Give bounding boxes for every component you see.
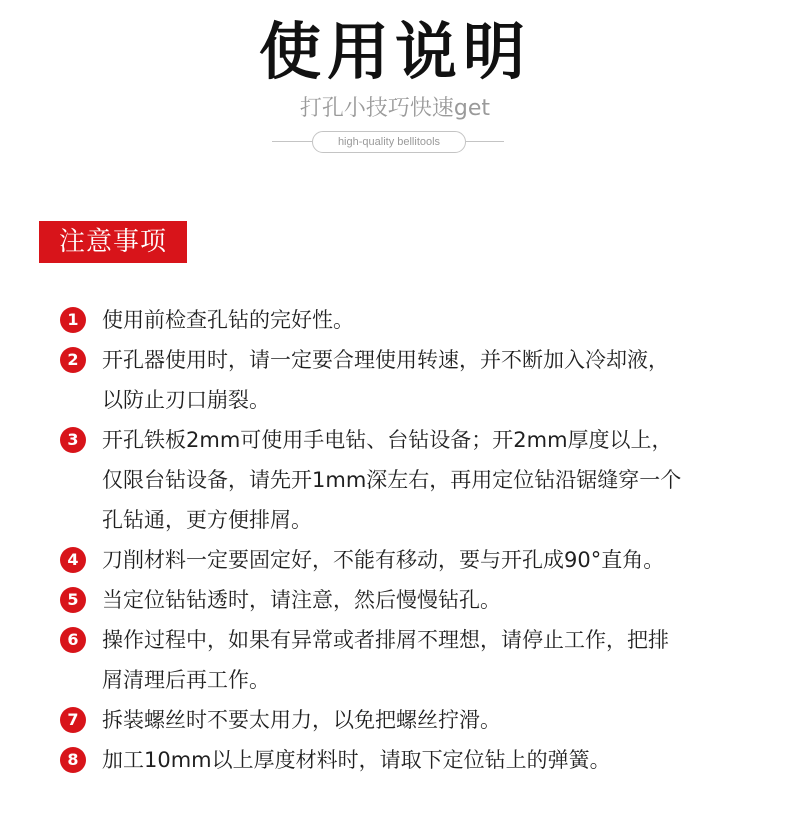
tagline-row (272, 131, 504, 153)
tagline-pill: high-quality bellitools (312, 131, 466, 153)
notes-list (60, 300, 760, 780)
divider-right (466, 141, 504, 142)
list-item (60, 300, 760, 340)
number-badge: 2 (60, 347, 86, 373)
list-item-text: 孔钻通，更方便排屑。 (102, 508, 312, 532)
number-badge: 3 (60, 427, 86, 453)
list-item (60, 620, 760, 700)
section-label-notes: 注意事项 (39, 221, 187, 263)
list-item (60, 580, 760, 620)
list-item (60, 340, 760, 420)
list-item-text: 拆装螺丝时不要太用力，以免把螺丝拧滑。 (102, 708, 501, 732)
list-item (60, 740, 760, 780)
list-item-text: 开孔器使用时，请一定要合理使用转速，并不断加入冷却液， (102, 348, 669, 372)
divider-left (272, 141, 312, 142)
number-badge: 6 (60, 627, 86, 653)
list-item (60, 700, 760, 740)
number-badge: 4 (60, 547, 86, 573)
number-badge: 1 (60, 307, 86, 333)
list-item-text: 操作过程中，如果有异常或者排屑不理想，请停止工作，把排 (102, 628, 669, 652)
number-badge: 7 (60, 707, 86, 733)
list-item-text: 以防止刃口崩裂。 (102, 388, 270, 412)
list-item-text: 屑清理后再工作。 (102, 668, 270, 692)
number-badge: 5 (60, 587, 86, 613)
list-item-text: 刀削材料一定要固定好，不能有移动，要与开孔成90°直角。 (102, 548, 665, 572)
page-title: 使用说明 (258, 15, 531, 88)
list-item-text: 使用前检查孔钻的完好性。 (102, 308, 354, 332)
list-item-text: 加工10mm以上厚度材料时，请取下定位钻上的弹簧。 (102, 748, 611, 772)
list-item (60, 420, 760, 540)
list-item (60, 540, 760, 580)
number-badge: 8 (60, 747, 86, 773)
list-item-text: 仅限台钻设备，请先开1mm深左右，再用定位钻沿锯缝穿一个 (102, 468, 682, 492)
list-item-text: 当定位钻钻透时，请注意，然后慢慢钻孔。 (102, 588, 501, 612)
list-item-text: 开孔铁板2mm可使用手电钻、台钻设备；开2mm厚度以上， (102, 428, 673, 452)
page-subtitle: 打孔小技巧快速get (299, 96, 491, 121)
